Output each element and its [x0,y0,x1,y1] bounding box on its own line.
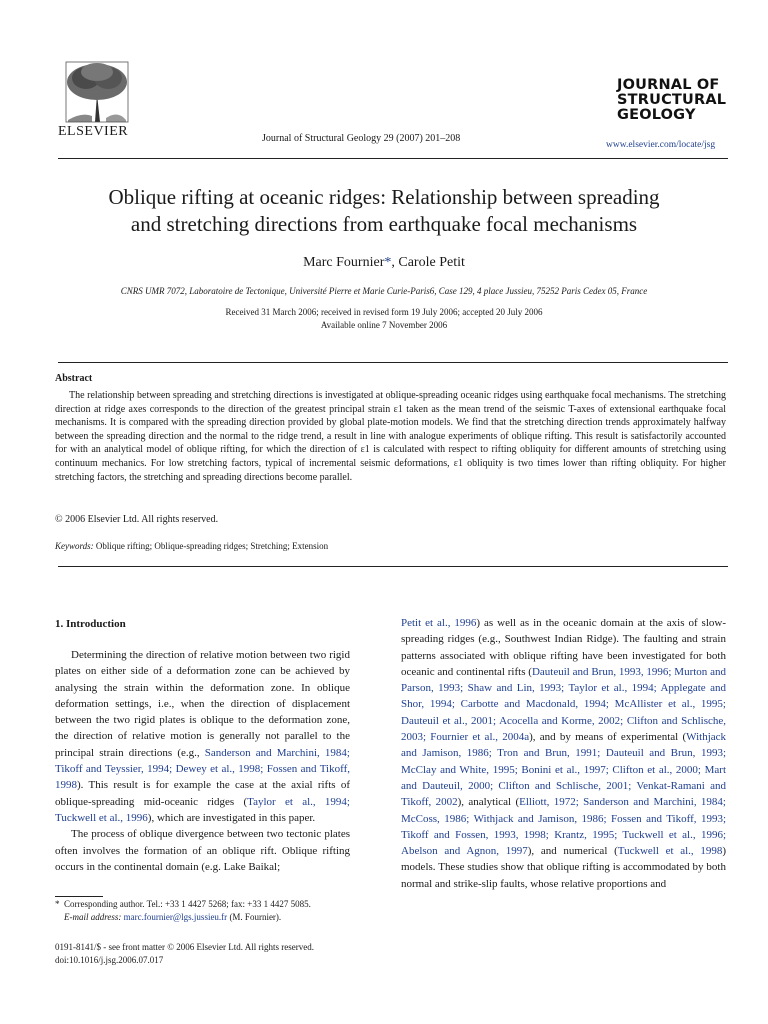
available-date: Available online 7 November 2006 [320,320,448,330]
abstract-paragraph: The relationship between spreading and stretching directions is investigated at oblique-spreading oceanic ridges using earthquake focal mechanisms. The stretching direction at ridge axes corresponds to the direction of the greatest principal strain ε1 taken as the mean trend of the seismic T-axes of extensional earthquake focal mechanisms. It is compared with the spreading direction provided by global plate-motion models. We find that the stretching direction trends approximately halfway between the spreading direction and the normal to the ridge trend, a result in line with analogue experiments of oblique rifting. This result is satisfactorily accounted for with an analytical model of oblique rifting, for which the direction of ε1 is calculated with respect to rifting obliquity for different amounts of stretching using continuum mechanics. For low stretching factors, typical of incremental seismic deformations, ε1 obliquity is two times lower than rifting obliquity. For higher stretching factors, the stretching and spreading directions become parallel. [55,390,726,483]
masthead-line: GEOLOGY [617,107,696,123]
abstract-copyright: © 2006 Elsevier Ltd. All rights reserved. [55,514,219,525]
body-text: ) as well as in the oceanic domain at the axis of slow-spreading ridges (e.g., Southwest Indian Ridge). The faulting and strain patterns associated with oblique rifting have been investigated for both oceanic and continental rifts ( [401,617,726,678]
author-name: Marc Fournier [303,255,385,270]
corresponding-author-link[interactable]: * [384,255,392,270]
article-identifiers [55,941,314,967]
body-text: ), and numerical ( [527,845,618,858]
journal-reference: Journal of Structural Geology 29 (2007) 201–208 [262,133,461,144]
citation-link[interactable]: Taylor et al., 1994; Tuckwell et al., 1996 [55,795,350,824]
citation-link[interactable]: Petit et al., 1996 [401,617,477,629]
footnote-divider [55,896,103,897]
email-link[interactable]: marc.fournier@lgs.jussieu.fr [123,912,228,922]
masthead-line: JOURNAL OF [617,77,720,93]
section-heading: 1. Introduction [55,618,126,630]
body-text: ), analytical ( [457,796,520,809]
footnote-text: Corresponding author. Tel.: +33 1 4427 5268; fax: +33 1 4427 5085. [64,899,311,909]
keywords-list: Oblique rifting; Oblique-spreading ridges; Stretching; Extension [95,541,329,551]
header-divider [58,158,728,159]
corresponding-author-note [55,898,355,911]
author-separator: , [391,255,399,270]
footnote-mark: * [55,899,60,909]
doi-line: doi:10.1016/j.jsg.2006.07.017 [55,955,164,965]
abstract-top-divider [58,362,728,363]
keywords-label: Keywords: [55,541,94,551]
body-paragraph [55,647,350,826]
citation-link[interactable]: Dauteuil and Brun, 1993, 1996; Murton and Parson, 1993; Shaw and Lin, 1993; Taylor et al., 1994; Applegate and Shor, 1994; Carbotte and Macdonald, 1994; McAllister et al., 1995; Dauteuil et al., 2001; Acocella and Korme, 2002; Clifton and Schlische, 2003; Fournier et al., 2004a [401,665,726,744]
author-name: Carole Petit [398,255,465,270]
body-paragraph: The process of oblique divergence between two tectonic plates often involves the formation of an oblique rift. Oblique rifting occurs in the continental domain (e.g. Lake Baikal; [55,828,350,873]
footnote [55,898,355,924]
journal-masthead [617,78,726,123]
title-line: Oblique rifting at oceanic ridges: Relationship between spreading [108,185,660,209]
left-column [55,647,350,875]
body-text: ). This result is for example the case at the axial rifts of oblique-spreading mid-oceanic ridges ( [55,779,350,808]
citation-link[interactable]: Sanderson and Marchini, 1984; Tikoff and Teyssier, 1994; Dewey et al., 1998; Fossen and Tikoff, 1998 [55,746,350,792]
affiliation: CNRS UMR 7072, Laboratoire de Tectonique, Université Pierre et Marie Curie-Paris6, Case 129, 4 place Jussieu, 75252 Paris Cedex 05, France [120,286,648,296]
citation-link[interactable]: Elliott, 1972; Sanderson and Marchini, 1984; McCoss, 1986; Withjack and Jamison, 1986; Fossen and Tikoff, 1993; Tikoff and Fossen, 1993, 1998; Krantz, 1995; Tuckwell et al., 1996; Abelson and Agnon, 1997 [401,796,726,858]
body-text: Determining the direction of relative motion between two rigid plates on either side of a deformation zone can be achieved by analysing the strain within the deformation zone. In oblique deformation settings, i.e., when the direction of displacement between the two rigid plates is oblique to the deformation zone, the direction of relative motion is generally not parallel to the principal strain directions (e.g., [55,649,350,759]
title-line: and stretching directions from earthquake focal mechanisms [130,212,638,236]
journal-url-link[interactable]: www.elsevier.com/locate/jsg [606,140,716,150]
article-title [60,184,708,238]
right-column [401,615,726,892]
keywords [55,541,328,551]
abstract-bottom-divider [58,566,728,567]
email-line [55,911,355,924]
body-text: ), and by means of experimental ( [529,731,687,744]
received-dates: Received 31 March 2006; received in revised form 19 July 2006; accepted 20 July 2006 [225,307,543,317]
article-dates [60,306,708,332]
abstract-heading: Abstract [55,373,93,384]
issn-line: 0191-8141/$ - see front matter © 2006 Elsevier Ltd. All rights reserved. [55,942,315,952]
masthead-line: STRUCTURAL [617,92,727,108]
elsevier-tree-logo-icon [62,60,132,124]
abstract-body [55,389,726,484]
email-label: E-mail address: [64,912,122,922]
citation-link[interactable]: Tuckwell et al., 1998 [617,845,723,858]
publisher-name: ELSEVIER [58,124,129,139]
body-text: ) models. These studies show that oblique rifting is accommodated by both normal and strike-slip faults, whose relative proportions and [401,845,727,890]
citation-link[interactable]: Withjack and Jamison, 1986; Tron and Brun, 1991; Dauteuil and Brun, 1993; McClay and White, 1995; Bonini et al., 1997; Clifton et al., 2000; Mart and Dauteuil, 2000; Clifton and Schlische, 2001; Venkat-Ramani and Tikoff, 2002 [401,731,727,809]
author-list [60,255,708,271]
body-text: ), which are investigated in this paper. [147,811,316,824]
body-paragraph [401,615,726,892]
email-suffix: (M. Fournier). [229,912,282,922]
